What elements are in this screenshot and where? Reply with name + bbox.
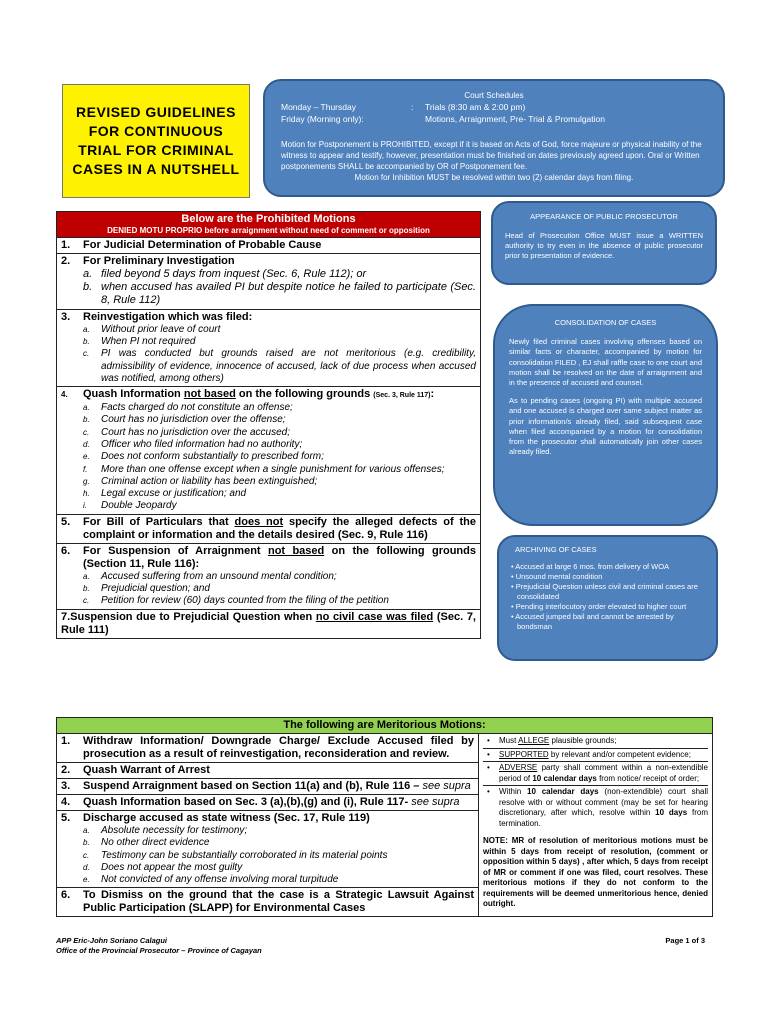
- sub-text: Not convicted of any offense involving moral turpitude: [101, 874, 339, 886]
- sub-letter: b.: [83, 415, 90, 425]
- rule-keyword: ALLEGE: [518, 736, 550, 745]
- appearance-heading: APPEARANCE OF PUBLIC PROSECUTOR: [530, 212, 678, 221]
- item-number: 6.: [61, 889, 71, 902]
- table-row: [57, 811, 478, 888]
- consolidation-box: [493, 304, 718, 526]
- item-text: Reinvestigation which was filed:: [83, 310, 253, 323]
- table-row: [57, 543, 481, 609]
- item-number: 6.: [61, 544, 71, 557]
- sub-text: when accused has availed PI but despite notice he failed to participate (Sec. 8, Rule 112): [101, 281, 476, 307]
- sub-letter: h.: [83, 489, 90, 499]
- table-row: [57, 609, 481, 638]
- list-item: [483, 750, 708, 763]
- sub-item: [83, 500, 476, 512]
- item-text-underlined: not based: [183, 388, 236, 401]
- rule-text: (non-extendible) court shall resolve with or without comment (may be set for hearing discretionary, after which, resolve within: [499, 787, 709, 817]
- schedule-row: [281, 113, 707, 125]
- sub-letter: a.: [83, 571, 90, 581]
- sub-text: When PI not required: [101, 335, 196, 347]
- list-item: • Accused jumped bail and cannot be arrested by bondsman: [511, 612, 674, 631]
- title-text: REVISED GUIDELINES FOR CONTINUOUS TRIAL FOR CRIMINAL CASES IN A NUTSHELL: [72, 104, 240, 177]
- table-row: [57, 795, 478, 811]
- prohibited-subtitle: DENIED MOTU PROPRIO before arraignment without need of comment or opposition: [107, 226, 430, 235]
- rule-text: Within: [499, 787, 528, 796]
- sub-item: [83, 862, 474, 874]
- sub-text: Testimony can be substantially corroborated in its material points: [101, 849, 388, 861]
- sub-item: [83, 324, 476, 336]
- table-row: [57, 888, 478, 916]
- list-item: • Pending interlocutory order elevated to higher court: [511, 602, 687, 611]
- sub-letter: b.: [83, 838, 90, 848]
- table-row: [57, 514, 481, 543]
- item-number: 2.: [61, 764, 71, 776]
- list-item: [483, 736, 708, 749]
- archiving-list: [509, 562, 706, 632]
- item-text-underlined: does not: [234, 515, 284, 528]
- sub-letter: c.: [83, 850, 90, 860]
- list-item-text: Prejudicial Question unless civil and criminal cases are consolidated: [515, 582, 698, 601]
- sub-list: [83, 402, 476, 513]
- footer-office: Office of the Provincial Prosecutor – Province of Cagayan: [56, 946, 262, 955]
- sub-item: [83, 583, 476, 595]
- rule-emphasis: 10 days: [655, 808, 688, 817]
- item-text: [83, 545, 476, 571]
- page-footer: [56, 936, 713, 956]
- meritorious-motions-table: [56, 717, 713, 917]
- list-item-text: Unsound mental condition: [515, 572, 603, 581]
- consolidation-paragraph: As to pending cases (ongoing PI) with multiple accused and one accused is charged over same subject matter as prior information/s already filed, said subsequent case when filed accompanied by a motion for consolidation from the prosecutor shall automatically join other cases already filed.: [509, 396, 702, 457]
- item-text: Quash Warrant of Arrest: [83, 764, 210, 776]
- meritorious-requirements: [479, 734, 713, 917]
- item-number: 3.: [61, 780, 71, 792]
- item-number: 5.: [61, 515, 71, 528]
- sub-item: [83, 336, 476, 348]
- item-number: 3.: [61, 310, 71, 323]
- list-item: [483, 787, 708, 830]
- list-item: • Accused at large 6 mos. from delivery of WOA: [511, 562, 670, 571]
- sub-letter: a.: [83, 403, 90, 413]
- sub-list: [83, 825, 474, 886]
- table-row: [57, 779, 478, 795]
- table-row: [57, 254, 481, 310]
- item-text-part: on the following grounds (Section 11, Rule 116):: [83, 544, 476, 570]
- note-label: NOTE: [483, 836, 506, 845]
- sub-item: [83, 439, 476, 451]
- sub-item: [83, 268, 476, 281]
- rule-keyword: SUPPORTED: [499, 749, 549, 759]
- rule-text: by relevant and/or competent evidence;: [548, 749, 691, 759]
- item-text: [83, 796, 474, 809]
- sub-item: [83, 451, 476, 463]
- sub-text: Legal excuse or justification; and: [101, 488, 247, 500]
- table-row: [57, 734, 478, 763]
- item-text-part: Quash Information based on Sec. 3 (a),(b),(g) and (i), Rule 117-: [83, 796, 412, 808]
- sub-item: [83, 464, 476, 476]
- item-number: 2.: [61, 255, 71, 267]
- sub-item: [83, 427, 476, 439]
- sub-item: [83, 348, 476, 385]
- list-item: [483, 763, 708, 786]
- meritorious-list: [57, 734, 479, 917]
- sub-item: [83, 571, 476, 583]
- item-text: Quash Information not based on the following grounds (Sec. 3, Rule 117):: [83, 388, 435, 401]
- item-text-part: Quash Information: [83, 388, 184, 401]
- sub-letter: d.: [83, 439, 90, 449]
- item-text-part: 7.Suspension due to Prejudicial Question when: [61, 610, 316, 623]
- sub-text: Accused suffering from an unsound mental condition;: [101, 570, 337, 582]
- sub-letter: d.: [83, 862, 90, 872]
- rule-emphasis: 10 calendar days: [527, 787, 599, 796]
- item-text-part: on the following grounds: [235, 388, 374, 401]
- sub-text: Petition for review (60) days counted from the filing of the petition: [101, 595, 389, 607]
- footer-author: APP Eric-John Soriano Calagui: [56, 936, 167, 945]
- sub-list: [83, 268, 476, 308]
- item-number: 4.: [61, 796, 71, 808]
- item-number: 4.: [61, 390, 68, 400]
- sub-item: [83, 488, 476, 500]
- list-item-text: Accused jumped bail and cannot be arrested by bondsman: [515, 612, 674, 631]
- sub-text: filed beyond 5 days from inquest (Sec. 6, Rule 112); or: [101, 268, 367, 280]
- sub-letter: a.: [83, 324, 90, 334]
- sub-text: Officer who filed information had no authority;: [101, 438, 303, 450]
- inhibition-note: Motion for Inhibition MUST be resolved within two (2) calendar days from filing.: [354, 173, 634, 182]
- item-text: To Dismiss on the ground that the case is a Strategic Lawsuit Against Public Participation (SLAPP) for Environmental Cases: [83, 889, 474, 915]
- list-item-text: Pending interlocutory order elevated to higher court: [515, 602, 687, 611]
- table-row: [57, 387, 481, 515]
- sub-text: Absolute necessity for testimony;: [101, 825, 248, 836]
- schedule-row: [281, 101, 707, 113]
- table-row: [57, 309, 481, 386]
- table-row: [57, 238, 481, 254]
- sub-text: Court has no jurisdiction over the offense;: [101, 414, 286, 426]
- schedule-desc: Trials (8:30 am & 2:00 pm): [425, 102, 526, 112]
- note-text: : MR of resolution of meritorious motions must be within 5 days from receipt of resolution, (comment or opposition within 5 days) , after which, 5 days from receipt of MR or comment if one was filed, court resolves. These meritorious motions if they do not conform to the requirements will be deemed unmeritorious hence, denied outright.: [483, 836, 708, 908]
- sub-item: [83, 825, 474, 837]
- sub-text: PI was conducted but grounds raised are not meritorious (e.g. credibility, admissibility of evidence, innocence of accused, lack of due process when accused was notified, among others): [101, 348, 476, 384]
- sub-text: Does not appear the most guilty: [101, 861, 243, 873]
- sub-letter: i.: [83, 501, 87, 511]
- sub-list: [83, 571, 476, 608]
- sub-letter: a.: [83, 826, 90, 835]
- item-text-part: specify the alleged defects of the complaint or information and the details desired (Sec. 9, Rule 116): [83, 515, 476, 541]
- sub-letter: b.: [83, 281, 93, 294]
- item-number: 1.: [61, 239, 71, 251]
- sub-list: [83, 324, 476, 385]
- item-see-supra: see supra: [422, 780, 471, 792]
- list-item: • Unsound mental condition: [511, 572, 603, 581]
- item-text: For Preliminary Investigation: [83, 255, 235, 267]
- sub-text: Double Jeopardy: [101, 500, 177, 512]
- mr-note: [483, 836, 708, 910]
- schedules-heading: Court Schedules: [464, 91, 524, 100]
- rule-text: plausible grounds;: [549, 736, 617, 745]
- list-item: • Prejudicial Question unless civil and criminal cases are consolidated: [511, 582, 698, 601]
- sub-letter: a.: [83, 268, 93, 280]
- prohibited-header: [57, 212, 481, 238]
- consolidation-paragraph: Newly filed criminal cases involving offenses based on similar facts or character, accompanied by motion for consolidation FILED , EJ shall raffle case to one court and motion shall be resolved on the date of arraignment and in the presence of accused and counsel.: [509, 337, 702, 388]
- sub-text: More than one offense except when a single punishment for various offenses;: [101, 463, 445, 475]
- item-text-part: (Sec. 7, Rule 111): [61, 610, 476, 636]
- item-text: Withdraw Information/ Downgrade Charge/ Exclude Accused filed by prosecution as a result of reinvestigation, reconsideration and review.: [83, 735, 474, 760]
- sub-text: Criminal action or liability has been extinguished;: [101, 475, 318, 487]
- sub-text: Does not conform substantially to prescribed form;: [101, 451, 324, 463]
- rule-text: from notice/ receipt of order;: [596, 773, 700, 783]
- sub-text: Court has no jurisdiction over the accused;: [101, 426, 290, 438]
- rule-text: Must: [499, 736, 519, 745]
- postponement-note: Motion for Postponement is PROHIBITED, except if it is based on Acts of God, force majeure or physical inability of the witness to appear and testify, however, presentation must be finished on dates previously agreed upon. Oral or Written postponements SHALL be accompanied by OR of Postponement fee.: [281, 140, 702, 171]
- sub-text: Without prior leave of court: [101, 323, 221, 335]
- item-text-part: For Bill of Particulars that: [83, 515, 235, 528]
- item-see-supra: see supra: [411, 796, 460, 808]
- item-text-underlined: no civil case was filed: [315, 610, 434, 623]
- item-text-part: Suspend Arraignment based on Section 11(a) and (b), Rule 116 –: [83, 780, 423, 792]
- appearance-box: [491, 201, 717, 285]
- item-number: 5.: [61, 812, 71, 824]
- rule-emphasis: 10 calendar days: [532, 773, 597, 783]
- sub-text: Facts charged do not constitute an offense;: [101, 402, 293, 414]
- sub-text: Prejudicial question; and: [101, 583, 210, 595]
- archiving-heading: ARCHIVING OF CASES: [515, 545, 597, 554]
- item-text: [83, 516, 476, 542]
- sub-item: [83, 874, 474, 886]
- sub-letter: e.: [83, 452, 90, 462]
- sub-text: No other direct evidence: [101, 837, 210, 849]
- sub-item: [83, 281, 476, 307]
- item-text-underlined: not based: [267, 544, 325, 557]
- item-reference: (Sec. 3, Rule 117): [373, 392, 431, 400]
- requirements-list: [483, 736, 708, 830]
- court-schedules-box: [263, 79, 725, 197]
- rule-keyword: ADVERSE: [499, 763, 538, 772]
- schedule-desc: Motions, Arraignment, Pre- Trial & Promulgation: [425, 114, 605, 124]
- appearance-body: Head of Prosecution Office MUST issue a WRITTEN authority to try even in the absence of public prosecutor prior to presentation of evidence.: [505, 231, 703, 260]
- sub-item: [83, 414, 476, 426]
- schedule-colon: :: [411, 102, 414, 112]
- sub-item: [83, 476, 476, 488]
- item-number: 1.: [61, 735, 71, 747]
- schedule-day: Monday – Thursday: [281, 102, 356, 112]
- meritorious-header: The following are Meritorious Motions:: [57, 718, 713, 734]
- consolidation-heading: CONSOLIDATION OF CASES: [554, 318, 657, 327]
- archiving-box: [497, 535, 718, 661]
- sub-item: [83, 850, 474, 862]
- sub-item: [83, 595, 476, 607]
- sub-letter: b.: [83, 336, 90, 346]
- sub-item: [83, 837, 474, 849]
- sub-letter: c.: [83, 596, 90, 606]
- prohibited-motions-table: [56, 211, 481, 639]
- sub-letter: c.: [83, 427, 90, 437]
- schedule-colon: [411, 113, 425, 125]
- sub-item: [83, 402, 476, 414]
- sub-letter: f.: [83, 464, 88, 474]
- sub-letter: b.: [83, 584, 90, 594]
- page-number: Page 1 of 3: [665, 936, 705, 945]
- list-item-text: Accused at large 6 mos. from delivery of WOA: [515, 562, 670, 571]
- prohibited-title: Below are the Prohibited Motions: [181, 213, 356, 225]
- item-text-part: For Suspension of Arraignment: [83, 544, 268, 557]
- item-text: [61, 611, 476, 637]
- item-text: For Judicial Determination of Probable Cause: [83, 239, 322, 251]
- rule-text: party shall comment within a non-extendible period of: [499, 763, 708, 783]
- sub-letter: c.: [83, 349, 90, 359]
- sub-letter: g.: [83, 476, 90, 486]
- table-row: [57, 763, 478, 779]
- rule-text: from termination.: [499, 808, 708, 828]
- item-text: [83, 780, 474, 793]
- schedule-day: Friday (Morning only):: [281, 114, 364, 124]
- item-text: Discharge accused as state witness (Sec. 17, Rule 119): [83, 812, 370, 824]
- sub-letter: e.: [83, 875, 90, 885]
- document-title: [62, 84, 250, 198]
